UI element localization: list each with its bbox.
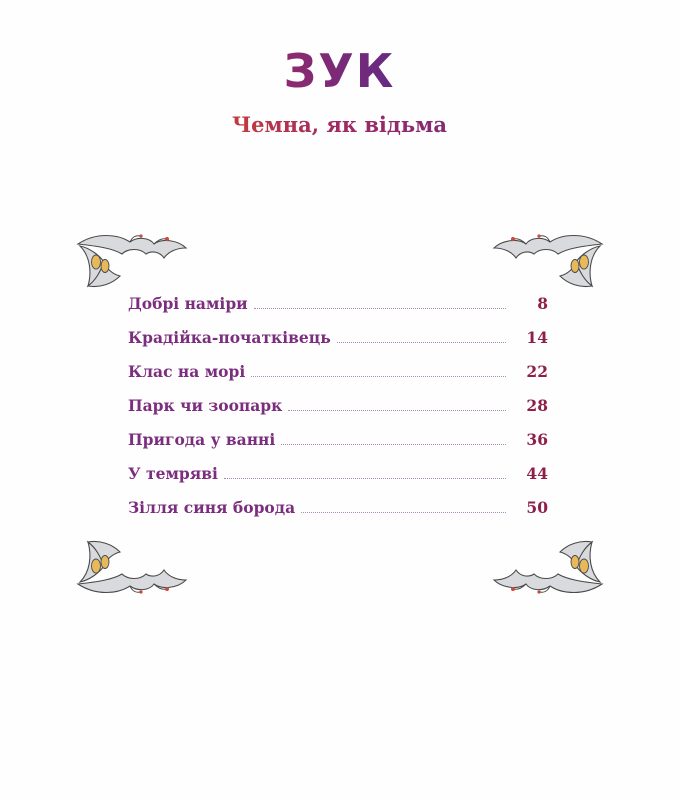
toc-leader-dots: [337, 342, 506, 343]
toc-entry-title: У темряві: [128, 464, 218, 483]
toc-entry-page: 28: [526, 396, 548, 415]
list-item[interactable]: [128, 396, 548, 430]
toc-leader-dots: [288, 410, 506, 411]
list-item[interactable]: [128, 464, 548, 498]
toc-entry-page: 8: [537, 294, 548, 313]
toc-entry-page: 50: [526, 498, 548, 517]
toc-entry-title: Добрі наміри: [128, 294, 248, 313]
list-item[interactable]: [128, 430, 548, 464]
list-item[interactable]: [128, 498, 548, 532]
toc-leader-dots: [281, 444, 506, 445]
toc-entry-title: Парк чи зоопарк: [128, 396, 283, 415]
toc-entry-title: Клас на морі: [128, 362, 246, 381]
page-title: ЗУК: [0, 48, 679, 94]
title-block: [0, 44, 679, 137]
toc-entry-title: Крадійка-початківець: [128, 328, 331, 347]
toc-entry-title: Пригода у ванні: [128, 430, 276, 449]
list-item[interactable]: [128, 328, 548, 362]
toc-leader-dots: [251, 376, 506, 377]
list-item[interactable]: [128, 294, 548, 328]
toc-leader-dots: [301, 512, 506, 513]
toc-entry-page: 14: [526, 328, 548, 347]
list-item[interactable]: [128, 362, 548, 396]
table-of-contents: [128, 294, 548, 532]
toc-entry-page: 44: [526, 464, 548, 483]
toc-entry-title: Зілля синя борода: [128, 498, 296, 517]
toc-leader-dots: [254, 308, 506, 309]
contents-frame: [70, 232, 610, 592]
toc-leader-dots: [224, 478, 506, 479]
toc-entry-page: 22: [526, 362, 548, 381]
toc-entry-page: 36: [526, 430, 548, 449]
page-subtitle: Чемна, як відьма: [0, 112, 679, 137]
